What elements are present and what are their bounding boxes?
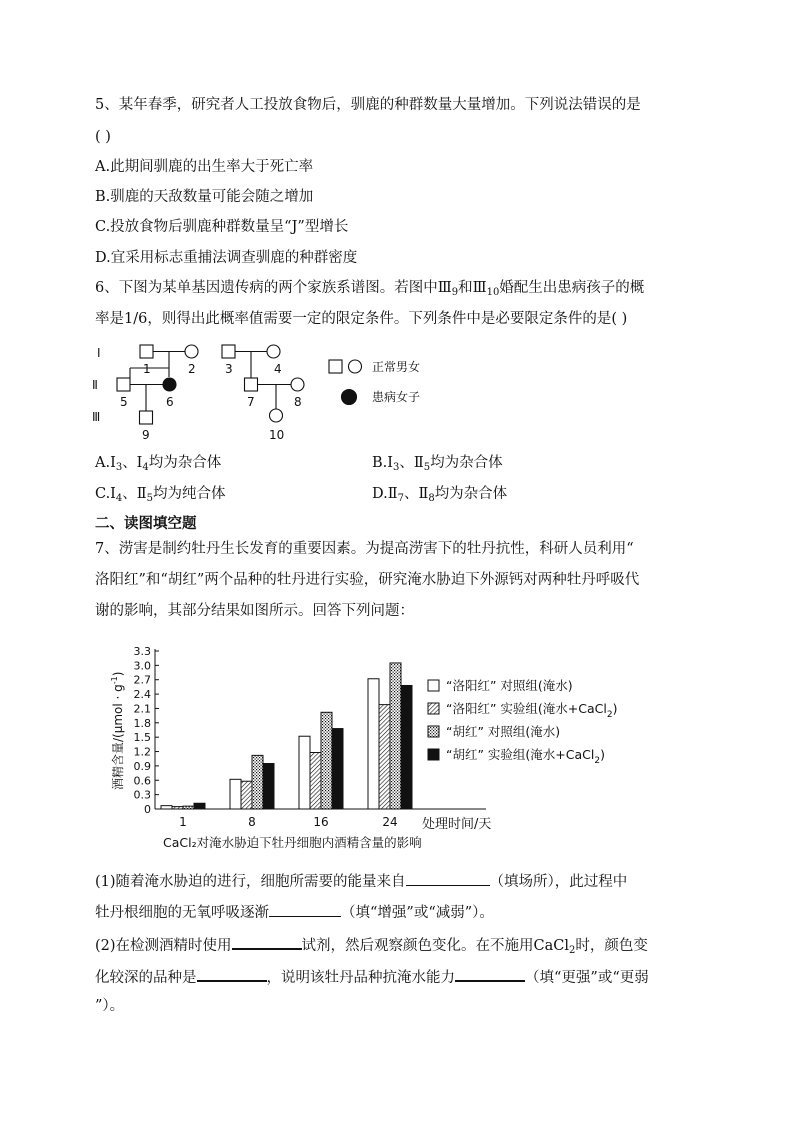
legend-affected-female-icon xyxy=(342,390,357,405)
pedigree-num-5: 5 xyxy=(120,395,128,409)
pedigree-iii9 xyxy=(140,411,153,424)
q7-part2-line3: ”）。 xyxy=(95,998,125,1014)
pedigree-ii5 xyxy=(117,378,130,391)
pedigree-num-9: 9 xyxy=(142,428,150,442)
legend-swatch-2 xyxy=(428,703,439,714)
y-tick-label: 1.5 xyxy=(133,731,151,745)
legend-label-3: “胡红” 对照组(淹水) xyxy=(446,724,561,739)
x-tick-label: 1 xyxy=(179,815,187,829)
chart-caption: CaCl₂对淹水胁迫下牡丹细胞内酒精含量的影响 xyxy=(163,835,422,850)
pedigree-num-8: 8 xyxy=(294,395,302,409)
legend-label-4: “胡红” 实验组(淹水+CaCl$_2$) xyxy=(446,747,605,766)
pedigree-num-1: 1 xyxy=(143,362,151,376)
bar-series3-day-8 xyxy=(252,755,263,809)
q6-stem: 6、下图为某单基因遗传病的两个家族系谱图。若图中$Ⅲ_9$和$Ⅲ_{10}$婚配生出患病孩子的概 xyxy=(95,280,645,298)
q7-part1-line1: (1)随着淹水胁迫的进行，细胞所需要的能量来自 （填场所），此过程中 xyxy=(95,871,627,892)
y-tick-label: 3.0 xyxy=(133,659,151,673)
bar-series1-day-8 xyxy=(230,779,241,809)
gen-label-ii: Ⅱ xyxy=(92,378,98,392)
q5-option-b: B.驯鹿的天敌数量可能会随之增加 xyxy=(95,189,314,205)
bar-series4-day-24 xyxy=(401,685,412,809)
pedigree-i3 xyxy=(222,345,235,358)
answer-blank-5[interactable] xyxy=(455,966,525,982)
pedigree-i2 xyxy=(185,345,198,358)
x-tick-label: 24 xyxy=(382,815,398,829)
legend-normal-label: 正常男女 xyxy=(372,360,421,374)
x-axis-label: 处理时间/天 xyxy=(422,817,492,832)
bar-series4-day-1 xyxy=(194,803,205,809)
q7-stem-line3: 谢的影响，其部分结果如图所示。回答下列问题： xyxy=(95,603,414,619)
pedigree-ii6 xyxy=(163,378,176,391)
y-tick-label: 0.6 xyxy=(133,774,151,788)
legend-swatch-1 xyxy=(428,680,439,691)
bar-series1-day-1 xyxy=(161,806,172,809)
q6-option-a: $A.I_3$、$I_4$均为杂合体 xyxy=(95,455,222,473)
pedigree-num-2: 2 xyxy=(188,362,196,376)
pedigree-num-10: 10 xyxy=(269,428,285,442)
q6-option-c: $C.I_4$、$Ⅱ_5$均为纯合体 xyxy=(95,486,226,504)
bar-series2-day-1 xyxy=(172,807,183,809)
y-tick-label: 2.7 xyxy=(133,673,151,687)
legend-affected-label: 患病女子 xyxy=(372,390,421,404)
pedigree-iii10 xyxy=(270,409,283,422)
pedigree-ii7 xyxy=(245,378,258,391)
bar-series2-day-24 xyxy=(379,705,390,809)
bar-series2-day-8 xyxy=(241,781,252,809)
x-tick-label: 16 xyxy=(313,815,329,829)
bar-series4-day-16 xyxy=(332,729,343,809)
section-title: 二、读图填空题 xyxy=(95,516,197,532)
q5-stem: 5、某年春季，研究者人工投放食物后，驯鹿的种群数量大量增加。下列说法错误的是 xyxy=(95,97,641,113)
y-tick-label: 0.3 xyxy=(133,788,151,802)
q5-option-a: A.此期间驯鹿的出生率大于死亡率 xyxy=(95,159,314,175)
legend-normal-male-icon xyxy=(329,360,342,373)
y-tick-label: 1.8 xyxy=(133,716,151,730)
legend-swatch-4 xyxy=(428,749,439,760)
answer-blank-2[interactable] xyxy=(269,902,341,917)
bar-series1-day-24 xyxy=(368,679,379,809)
pedigree-ii8 xyxy=(291,378,304,391)
y-tick-label: 2.1 xyxy=(133,702,151,716)
q5-option-d: D.宜采用标志重捕法调查驯鹿的种群密度 xyxy=(95,250,358,266)
q7-part1-line2: 牡丹根细胞的无氧呼吸逐渐 （填“增强”或“减弱”）。 xyxy=(95,902,494,923)
q7-stem-line2: 洛阳红”和“胡红”两个品种的牡丹进行实验，研究淹水胁迫下外源钙对两种牡丹呼吸代 xyxy=(95,572,640,588)
legend-label-1: “洛阳红” 对照组(淹水) xyxy=(446,678,573,693)
y-axis-label: 酒精含量$/(\mu mol \cdot g^{-1})$ xyxy=(110,671,125,790)
legend-label-2: “洛阳红” 实验组(淹水+CaCl$_2$) xyxy=(446,701,618,720)
pedigree-i1 xyxy=(140,345,153,358)
legend-swatch-3 xyxy=(428,726,439,737)
x-tick-label: 8 xyxy=(248,815,256,829)
bar-series3-day-16 xyxy=(321,712,332,809)
q7-part2-line2: 化较深的品种是 ，说明该牡丹品种抗淹水能力 （填“更强”或“更弱 xyxy=(95,966,649,988)
alcohol-content-chart xyxy=(100,640,660,860)
bar-series3-day-24 xyxy=(390,663,401,809)
q5-option-c: C.投放食物后驯鹿种群数量呈“J”型增长 xyxy=(95,219,349,235)
q5-paren: ( ) xyxy=(95,129,111,145)
answer-blank-4[interactable] xyxy=(197,966,267,982)
answer-blank-1[interactable] xyxy=(406,871,490,886)
answer-blank-3[interactable] xyxy=(232,934,302,950)
q6-option-d: $D.Ⅱ_7$、$Ⅱ_8$均为杂合体 xyxy=(372,486,508,504)
gen-label-i: I xyxy=(97,346,101,360)
pedigree-num-3: 3 xyxy=(225,362,233,376)
y-tick-label: 3.3 xyxy=(133,645,151,658)
y-tick-label: 0 xyxy=(144,803,151,816)
bar-series2-day-16 xyxy=(310,753,321,809)
q6-option-b: $B.I_3$、$Ⅱ_5$均为杂合体 xyxy=(372,455,503,473)
q7-stem-line1: 7、涝害是制约牡丹生长发育的重要因素。为提高涝害下的牡丹抗性，科研人员利用“ xyxy=(95,541,634,557)
bar-series1-day-16 xyxy=(299,736,310,809)
pedigree-num-6: 6 xyxy=(166,395,174,409)
bar-series4-day-8 xyxy=(263,764,274,809)
q7-part2-line1: (2)在检测酒精时使用 试剂，然后观察颜色变化。在不施用CaCl$_2$时，颜色变 xyxy=(95,934,648,961)
bar-series3-day-1 xyxy=(183,806,194,809)
y-tick-label: 2.4 xyxy=(133,688,151,702)
pedigree-i4 xyxy=(267,345,280,358)
legend-normal-female-icon xyxy=(349,360,362,373)
pedigree-num-7: 7 xyxy=(247,395,255,409)
gen-label-iii: Ⅲ xyxy=(92,410,101,424)
q6-stem-line2: 率是1/6，则得出此概率值需要一定的限定条件。下列条件中是必要限定条件的是( ) xyxy=(95,311,628,327)
pedigree-num-4: 4 xyxy=(274,362,282,376)
y-tick-label: 1.2 xyxy=(133,745,151,759)
pedigree-diagram xyxy=(90,338,450,448)
y-tick-label: 0.9 xyxy=(133,759,151,773)
